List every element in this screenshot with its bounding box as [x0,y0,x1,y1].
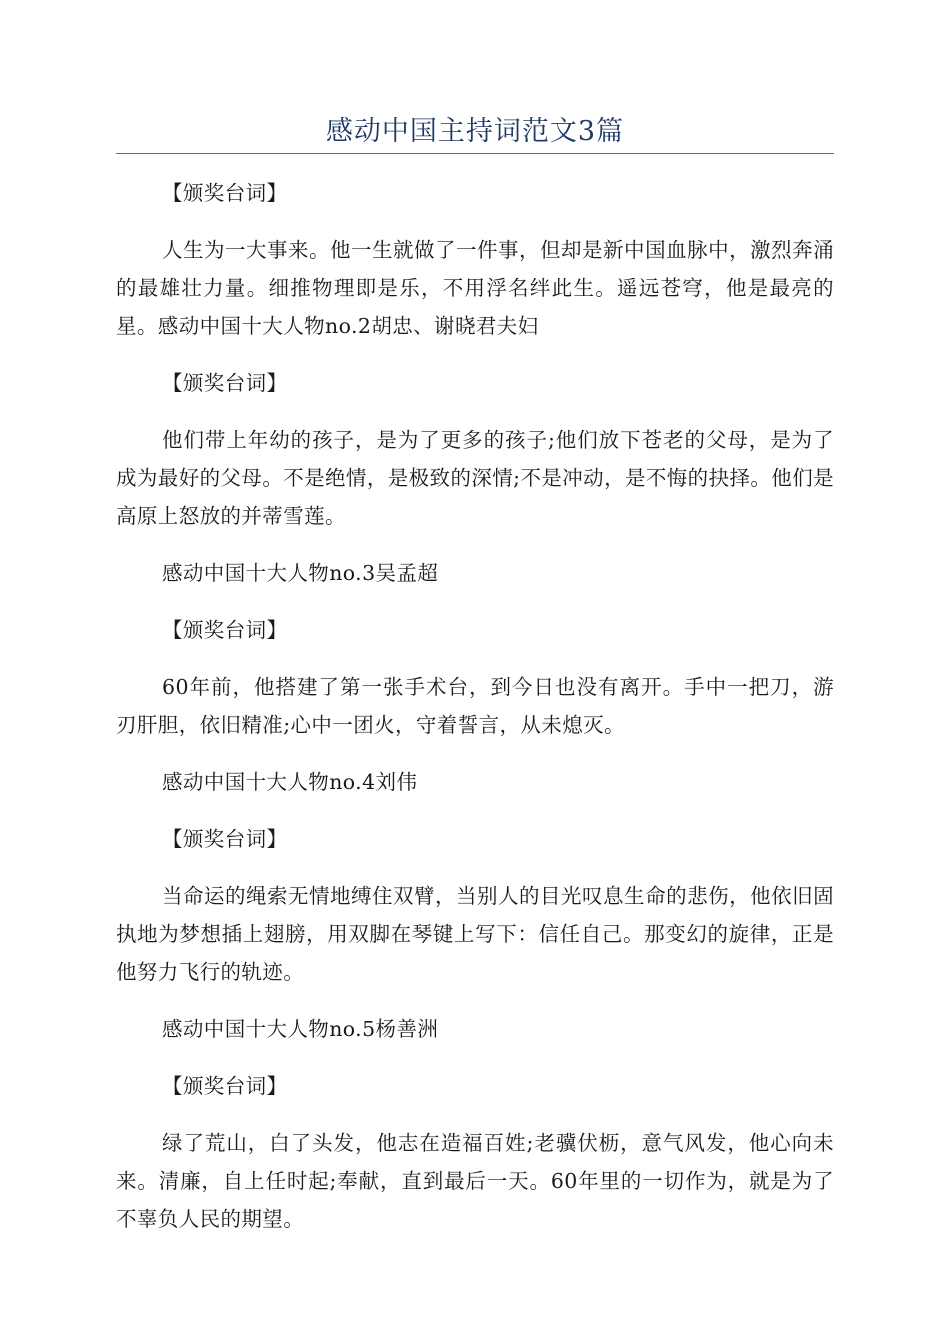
person-heading: 感动中国十大人物no.4刘伟 [162,770,418,794]
person-heading: 感动中国十大人物no.3吴孟超 [162,561,439,585]
title-underline [116,153,834,154]
document-body [116,174,834,1257]
paragraph-text: 人生为一大事来。他一生就做了一件事，但却是新中国血脉中，激烈奔涌的最雄壮力量。细推物理即是乐，不用浮名绊此生。遥远苍穹，他是最亮的星。感动中国十大人物no.2胡忠、谢晓君夫妇 [116,238,834,338]
award-label: 【颁奖台词】 [162,618,288,642]
paragraph-text: 他们带上年幼的孩子，是为了更多的孩子;他们放下苍老的父母，是为了成为最好的父母。不是绝情，是极致的深情;不是冲动，是不悔的抉择。他们是高原上怒放的并蒂雪莲。 [116,428,834,528]
award-label: 【颁奖台词】 [162,371,288,395]
award-label: 【颁奖台词】 [162,827,288,851]
person-heading: 感动中国十大人物no.5杨善洲 [162,1017,439,1041]
paragraph-text: 60年前，他搭建了第一张手术台，到今日也没有离开。手中一把刀，游刃肝胆，依旧精准;心中一团火，守着誓言，从未熄灭。 [116,675,834,737]
paragraph-text: 当命运的绳索无情地缚住双臂，当别人的目光叹息生命的悲伤，他依旧固执地为梦想插上翅膀，用双脚在琴键上写下：信任自己。那变幻的旋律，正是他努力飞行的轨迹。 [116,884,834,984]
award-label: 【颁奖台词】 [162,1074,288,1098]
document-title: 感动中国主持词范文3篇 [325,116,625,147]
award-label: 【颁奖台词】 [162,181,288,205]
paragraph-text: 绿了荒山，白了头发，他志在造福百姓;老骥伏枥，意气风发，他心向未来。清廉，自上任时起;奉献，直到最后一天。60年里的一切作为，就是为了不辜负人民的期望。 [116,1131,834,1231]
